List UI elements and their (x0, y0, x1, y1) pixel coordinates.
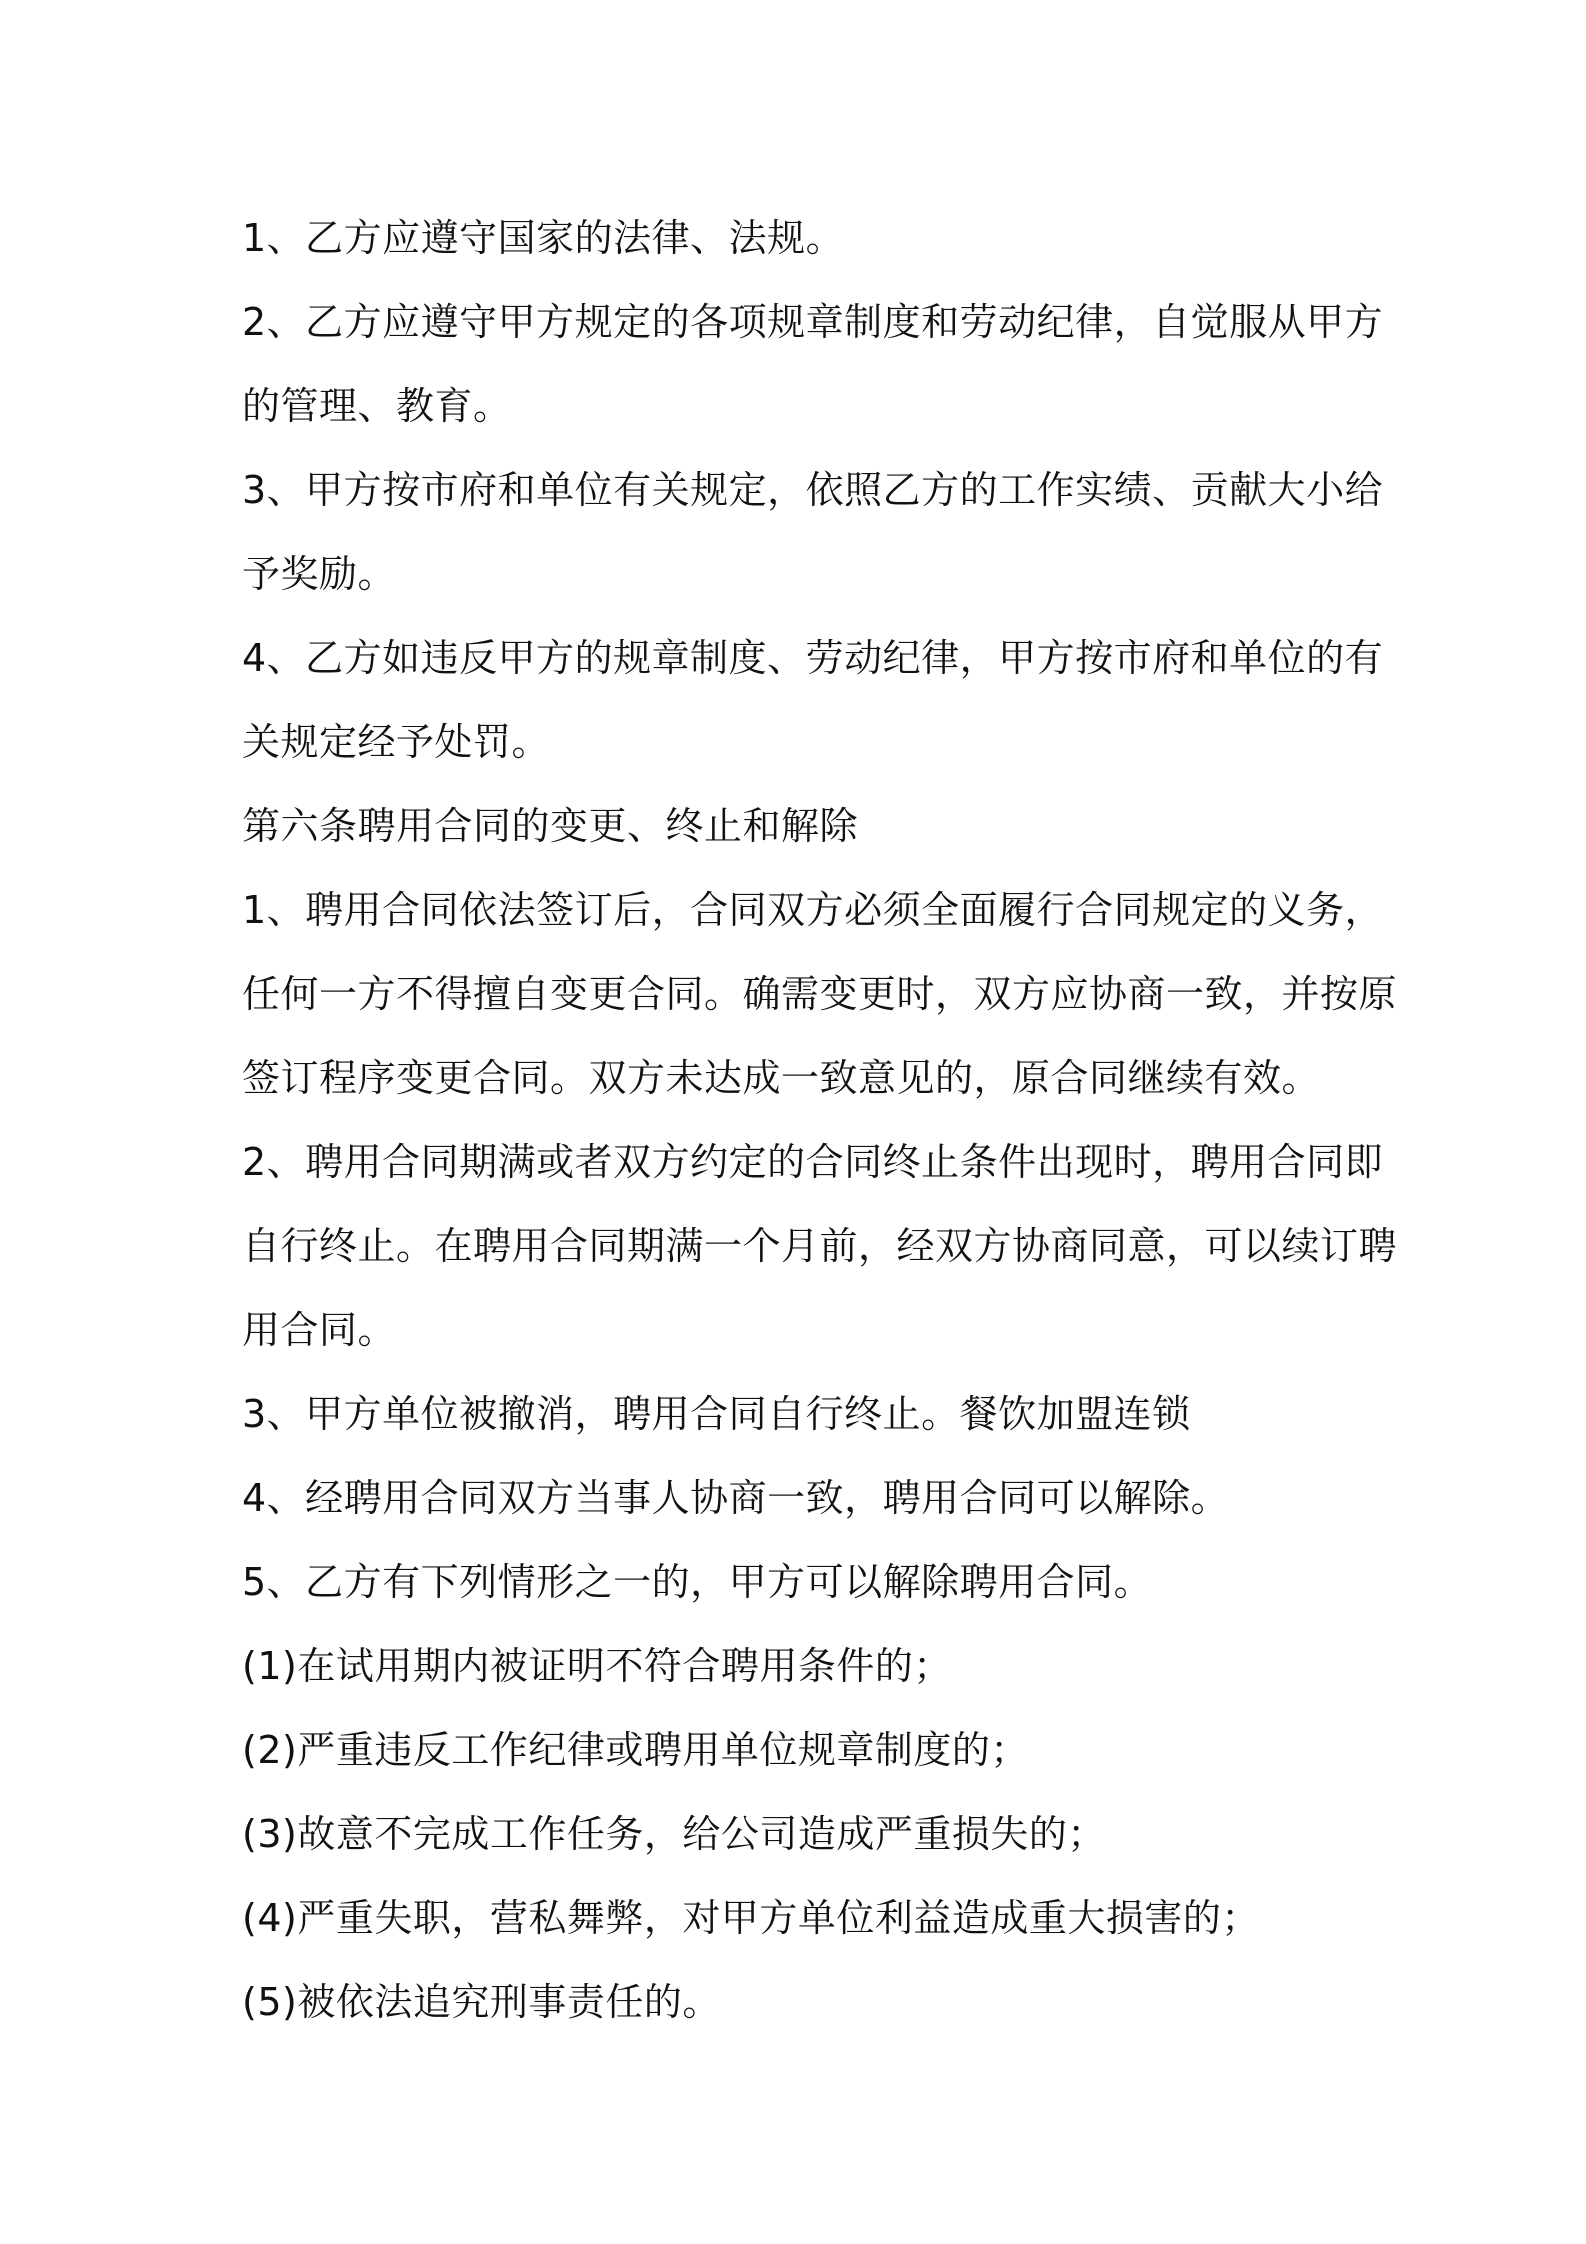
text-line: 用合同。 (242, 1308, 397, 1352)
text-line: 予奖励。 (242, 552, 397, 596)
list-item: (5)被依法追究刑事责任的。 (242, 1980, 721, 2024)
text-line: 1、聘用合同依法签订后，合同双方必须全面履行合同规定的义务， (242, 888, 1384, 932)
section-heading: 第六条聘用合同的变更、终止和解除 (242, 804, 859, 848)
text-line: 3、甲方按市府和单位有关规定，依照乙方的工作实绩、贡献大小给 (242, 468, 1384, 512)
text-line: 4、经聘用合同双方当事人协商一致，聘用合同可以解除。 (242, 1476, 1230, 1520)
list-item: (1)在试用期内被证明不符合聘用条件的； (242, 1644, 952, 1688)
text-line: 任何一方不得擅自变更合同。确需变更时，双方应协商一致，并按原 (242, 972, 1398, 1016)
text-line: 3、甲方单位被撤消，聘用合同自行终止。餐饮加盟连锁 (242, 1392, 1191, 1436)
text-line: 5、乙方有下列情形之一的，甲方可以解除聘用合同。 (242, 1560, 1153, 1604)
text-line: 2、聘用合同期满或者双方约定的合同终止条件出现时，聘用合同即 (242, 1140, 1384, 1184)
list-item: (3)故意不完成工作任务，给公司造成严重损失的； (242, 1812, 1106, 1856)
list-item: (2)严重违反工作纪律或聘用单位规章制度的； (242, 1728, 1029, 1772)
text-line: 2、乙方应遵守甲方规定的各项规章制度和劳动纪律，自觉服从甲方 (242, 300, 1384, 344)
document-body (242, 196, 1398, 2044)
text-line: 4、乙方如违反甲方的规章制度、劳动纪律，甲方按市府和单位的有 (242, 636, 1384, 680)
text-line: 关规定经予处罚。 (242, 720, 551, 764)
text-line: 1、乙方应遵守国家的法律、法规。 (242, 216, 845, 260)
text-line: 自行终止。在聘用合同期满一个月前，经双方协商同意，可以续订聘 (242, 1224, 1398, 1268)
text-line: 的管理、教育。 (242, 384, 512, 428)
list-item: (4)严重失职，营私舞弊，对甲方单位利益造成重大损害的； (242, 1896, 1260, 1940)
text-line: 签订程序变更合同。双方未达成一致意见的，原合同继续有效。 (242, 1056, 1321, 1100)
